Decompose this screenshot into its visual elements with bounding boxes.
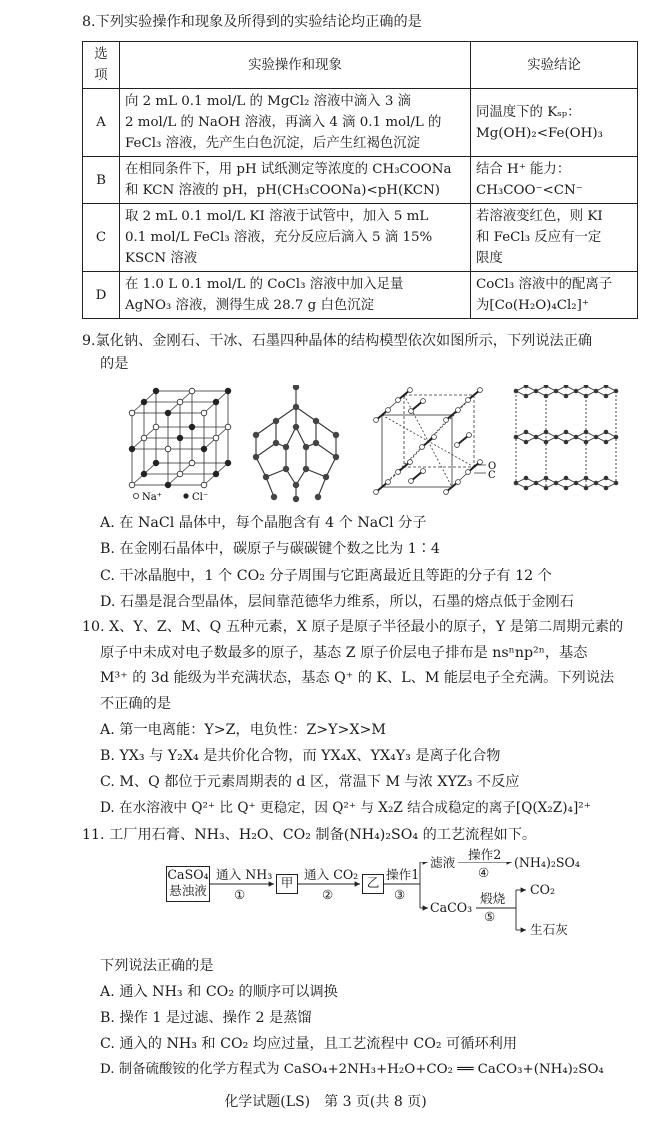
- q11-option-d: D. 制备硫酸铵的化学方程式为 CaSO₄+2NH₃+H₂O+CO₂ ══ CaCO₃+(NH₄)₂SO₄: [100, 1062, 604, 1077]
- q8-row-a-op-line: 向 2 mL 0.1 mol/L 的 MgCl₂ 溶液中滴入 3 滴: [125, 94, 411, 109]
- q10-option-b: B. YX₃ 与 Y₂X₄ 是共价化合物，而 YX₄X、YX₄Y₃ 是离子化合物: [100, 748, 501, 764]
- q8-row-a-operation: [120, 89, 471, 157]
- intermediate-jia-box: 甲: [276, 874, 298, 894]
- co2-molecules: [376, 390, 480, 492]
- q8-row-c-op-line: KSCN 溶液: [125, 251, 198, 266]
- q8-row-d-conclusion: [471, 272, 638, 319]
- q8-row-a-conc-line: 同温度下的 Kₛₚ：: [476, 104, 581, 120]
- q11-option-c: C. 通入的 NH₃ 和 CO₂ 均应过量，且工艺流程中 CO₂ 可循环利用: [100, 1036, 518, 1052]
- o-atom-label: O: [488, 461, 497, 472]
- q8-row-c-conc-line: 若溶液变红色，则 KI: [476, 209, 603, 224]
- q8-row-b-option: B: [83, 157, 120, 204]
- q8-row-a: [83, 89, 638, 157]
- q8-row-a-conclusion: [471, 89, 638, 157]
- q8-row-c-op-line: 0.1 mol/L FeCl₃ 溶液，充分反应后滴入 5 滴 15%: [125, 230, 433, 245]
- q8-row-a-op-line: 2 mol/L 的 NaOH 溶液，再滴入 4 滴 0.1 mol/L 的: [125, 115, 442, 130]
- q10-option-d: D. 在水溶液中 Q²⁺ 比 Q⁺ 更稳定，因 Q²⁺ 与 X₂Z 结合成稳定的离子[Q(X₂Z)₄]²⁺: [100, 800, 591, 816]
- q9-stem-line1: 9.氯化钠、金刚石、干冰、石墨四种晶体的结构模型依次如图所示，下列说法正确: [82, 333, 593, 349]
- q8-header-operation: 实验操作和现象: [120, 42, 471, 89]
- ammonium-sulfate-product: (NH₄)₂SO₄: [514, 855, 580, 870]
- q8-row-c-operation: [120, 204, 471, 272]
- q8-row-b-conc-line: 结合 H⁺ 能力：: [476, 162, 571, 177]
- q8-stem: 8.下列实验操作和现象及所得到的实验结论均正确的是: [82, 14, 422, 30]
- q8-header-conclusion: 实验结论: [471, 42, 638, 89]
- step1-number: ①: [234, 887, 246, 902]
- intermediate-yi-box: 乙: [362, 874, 384, 894]
- q11-option-b: B. 操作 1 是过滤、操作 2 是蒸馏: [100, 1010, 312, 1026]
- cl-legend-label: Cl⁻: [192, 492, 209, 503]
- q8-row-a-option: A: [83, 89, 120, 157]
- q8-row-b-op-line: 和 KCN 溶液的 pH，pH(CH₃COONa)<pH(KCN): [125, 183, 440, 198]
- q8-row-c-option: C: [83, 204, 120, 272]
- q8-row-b-conc-line: CH₃COO⁻<CN⁻: [476, 183, 583, 198]
- quicklime-product: 生石灰: [530, 922, 568, 937]
- co2-product: CO₂: [530, 882, 556, 897]
- q10-stem-line4: 不正确的是: [100, 696, 171, 712]
- step2-label: 通入 CO₂: [304, 867, 359, 882]
- q9-stem-line2: 的是: [100, 356, 129, 372]
- q9-option-a: A. 在 NaCl 晶体中，每个晶胞含有 4 个 NaCl 分子: [100, 515, 427, 531]
- graphite-atoms: [514, 385, 619, 490]
- na-legend-label: Na⁺: [142, 492, 162, 503]
- q10-option-a: A. 第一电离能：Y>Z，电负性：Z>Y>X>M: [100, 722, 386, 738]
- step5-label: 煅烧: [480, 891, 506, 906]
- step2-number: ②: [322, 887, 334, 902]
- q9-option-c: C. 干冰晶胞中，1 个 CO₂ 分子周围与它距离最近且等距的分子有 12 个: [100, 568, 552, 584]
- q11-stem: 11. 工厂用石膏、NH₃、H₂O、CO₂ 制备(NH₄)₂SO₄ 的工艺流程如下。: [82, 827, 537, 843]
- page-footer: 化学试题(LS) 第 3 页(共 8 页): [224, 1094, 427, 1110]
- graphite-lattice-figure: [516, 386, 616, 488]
- caco3-label: CaCO₃: [430, 900, 473, 915]
- q8-row-d-option: D: [83, 272, 120, 319]
- cl-legend-marker: [183, 493, 188, 498]
- q8-row-d-op-line: AgNO₃ 溶液，测得生成 28.7 g 白色沉淀: [125, 298, 375, 313]
- q11-option-a: A. 通入 NH₃ 和 CO₂ 的顺序可以调换: [100, 984, 338, 1000]
- q8-row-d-operation: [120, 272, 471, 319]
- na-legend-marker: [133, 493, 138, 498]
- q8-row-c: [83, 204, 638, 272]
- q8-row-c-op-line: 取 2 mL 0.1 mol/L KI 溶液于试管中，加入 5 mL: [125, 209, 429, 224]
- q8-row-d: [83, 272, 638, 319]
- step3-label: 操作1: [386, 867, 420, 882]
- q8-row-d-conc-line: 为[Co(H₂O)₄Cl₂]⁺: [476, 298, 589, 313]
- q8-table: [82, 41, 638, 319]
- caso4-suspension-box: [166, 866, 210, 902]
- q11-process-flowchart: [166, 847, 586, 952]
- q8-row-d-op-line: 在 1.0 L 0.1 mol/L 的 CoCl₃ 溶液中加入足量: [125, 277, 404, 292]
- q11-prompt: 下列说法正确的是: [100, 958, 214, 974]
- q8-row-d-conc-line: CoCl₃ 溶液中的配离子: [476, 277, 613, 292]
- q10-stem-line3: M³⁺ 的 3d 能级为半充满状态，基态 Q⁺ 的 K、L、M 能层电子全充满。下列说法: [100, 670, 615, 686]
- q8-row-b-operation: [120, 157, 471, 204]
- c-atom-label: C: [488, 470, 496, 481]
- q8-header-row: [83, 42, 638, 89]
- crystal-structure-figures: [124, 385, 624, 505]
- q8-row-a-conc-line: Mg(OH)₂<Fe(OH)₃: [476, 125, 603, 141]
- q8-row-c-conc-line: 和 FeCl₃ 反应有一定: [476, 230, 602, 245]
- step4-number: ④: [478, 865, 490, 880]
- q8-row-c-conclusion: [471, 204, 638, 272]
- caso4-label: CaSO₄: [167, 867, 209, 882]
- filtrate-label: 滤液: [430, 855, 456, 870]
- q8-row-c-conc-line: 限度: [476, 251, 503, 266]
- q8-header-option: 选项: [83, 42, 120, 89]
- q8-row-b-conclusion: [471, 157, 638, 204]
- step4-label: 操作2: [468, 847, 502, 862]
- q8-row-b-op-line: 在相同条件下，用 pH 试纸测定等浓度的 CH₃COONa: [125, 162, 452, 177]
- q8-row-a-op-line: FeCl₃ 溶液，先产生白色沉淀，后产生红褐色沉淀: [125, 136, 421, 151]
- q9-option-d: D. 石墨是混合型晶体，层间靠范德华力维系，所以，石墨的熔点低于金刚石: [100, 594, 574, 610]
- suspension-label: 悬浊液: [169, 883, 207, 898]
- step1-label: 通入 NH₃: [216, 867, 273, 882]
- q10-stem-line1: 10. X、Y、Z、M、Q 五种元素，X 原子是原子半径最小的原子，Y 是第二周期元素的: [82, 619, 624, 635]
- step5-number: ⑤: [484, 909, 496, 924]
- q9-option-b: B. 在金刚石晶体中，碳原子与碳碳键个数之比为 1∶4: [100, 541, 440, 557]
- step3-number: ③: [394, 887, 406, 902]
- q10-stem-line2: 原子中未成对电子数最多的原子，基态 Z 原子价层电子排布是 nsⁿnp²ⁿ，基态: [100, 645, 588, 661]
- q8-row-b: [83, 157, 638, 204]
- q10-option-c: C. M、Q 都位于元素周期表的 d 区，常温下 M 与浓 XYZ₃ 不反应: [100, 774, 520, 790]
- nacl-ions: [129, 388, 231, 488]
